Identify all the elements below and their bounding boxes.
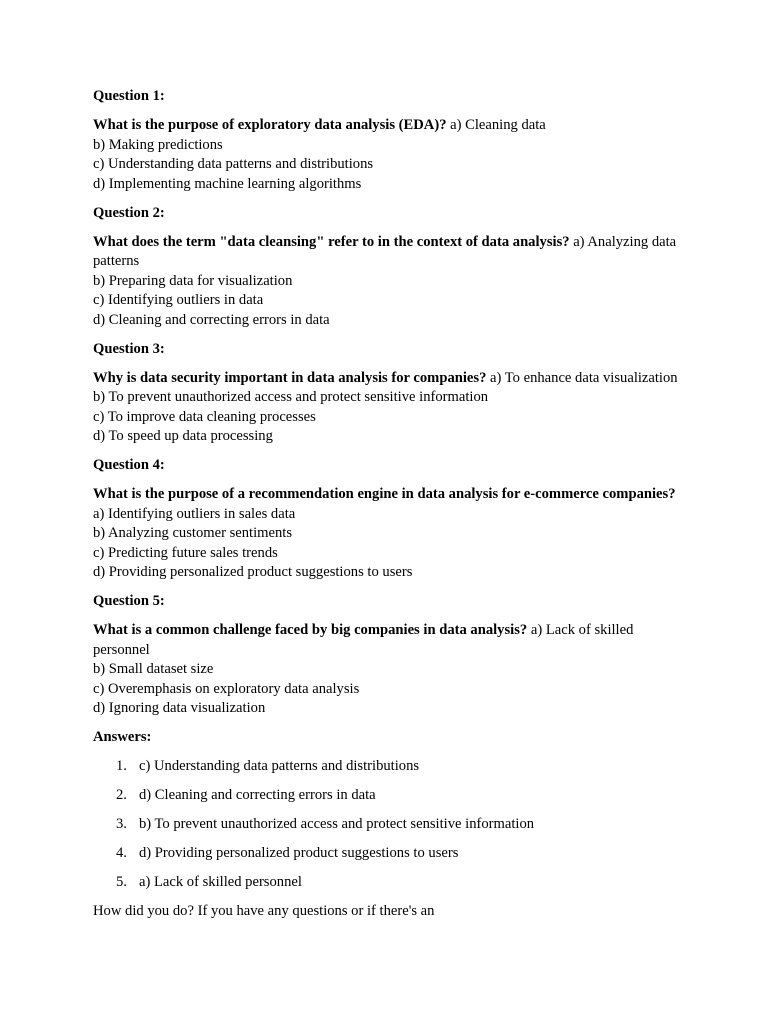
answer-number: 2. [116,787,127,804]
document-page [93,87,683,922]
question-text: What is the purpose of exploratory data analysis (EDA)? [93,117,447,133]
option-b: b) To prevent unauthorized access and protect sensitive information [93,389,489,405]
question-body [93,621,683,719]
option-a: a) To enhance data visualization [490,369,678,386]
answer-item [93,757,683,777]
option-b: b) Making predictions [93,136,223,153]
answer-text: b) To prevent unauthorized access and protect sensitive information [139,816,535,833]
question-2 [93,204,683,331]
question-heading: Question 5: [93,593,165,609]
question-text: What does the term "data cleansing" refer to in the context of data analysis? [93,233,570,250]
answer-number: 4. [116,845,127,862]
option-a: a) Identifying outliers in sales data [93,505,296,522]
answer-item [93,844,683,864]
option-b: b) Small dataset size [93,661,214,677]
question-1 [93,87,683,194]
option-d: d) Providing personalized product suggestions to users [93,564,413,580]
question-body [93,116,683,194]
question-text: Why is data security important in data analysis for companies? [93,369,487,386]
question-text: What is a common challenge faced by big companies in data analysis? [93,622,528,638]
answer-item [93,815,683,835]
answer-item [93,786,683,806]
answer-number: 3. [116,816,127,833]
question-heading: Question 3: [93,340,165,357]
option-c: c) Overemphasis on exploratory data analysis [93,680,360,697]
question-4 [93,456,683,583]
option-c: c) To improve data cleaning processes [93,408,316,425]
option-c: c) Predicting future sales trends [93,544,278,561]
question-5 [93,592,683,719]
option-b: b) Analyzing customer sentiments [93,525,293,541]
closing-text: How did you do? If you have any questions or if there's an [93,903,435,920]
option-a: a) Cleaning data [450,117,546,133]
answer-text: c) Understanding data patterns and distributions [139,758,420,774]
option-d: d) Implementing machine learning algorithms [93,175,362,192]
option-d: d) Cleaning and correcting errors in data [93,311,330,328]
answer-text: a) Lack of skilled personnel [139,874,302,891]
option-a: a) Analyzing data patterns [93,233,677,269]
question-text: What is the purpose of a recommendation engine in data analysis for e-commerce companies? [93,486,676,502]
answer-item [93,873,683,893]
answer-number: 5. [116,874,127,891]
answers-heading: Answers: [93,729,152,745]
question-3 [93,340,683,447]
question-body [93,369,683,447]
answer-text: d) Cleaning and correcting errors in data [139,787,376,804]
answer-text: d) Providing personalized product suggestions to users [139,845,459,862]
option-c: c) Identifying outliers in data [93,292,264,308]
question-body [93,485,683,583]
answer-number: 1. [116,758,127,774]
answers-list [93,757,683,893]
question-heading: Question 4: [93,457,165,473]
option-d: d) To speed up data processing [93,428,273,444]
option-a: a) Lack of skilled personnel [93,622,634,658]
question-body [93,233,683,331]
option-c: c) Understanding data patterns and distributions [93,156,374,172]
option-b: b) Preparing data for visualization [93,272,293,289]
option-d: d) Ignoring data visualization [93,700,266,716]
question-heading: Question 2: [93,204,165,221]
question-heading: Question 1: [93,88,165,104]
